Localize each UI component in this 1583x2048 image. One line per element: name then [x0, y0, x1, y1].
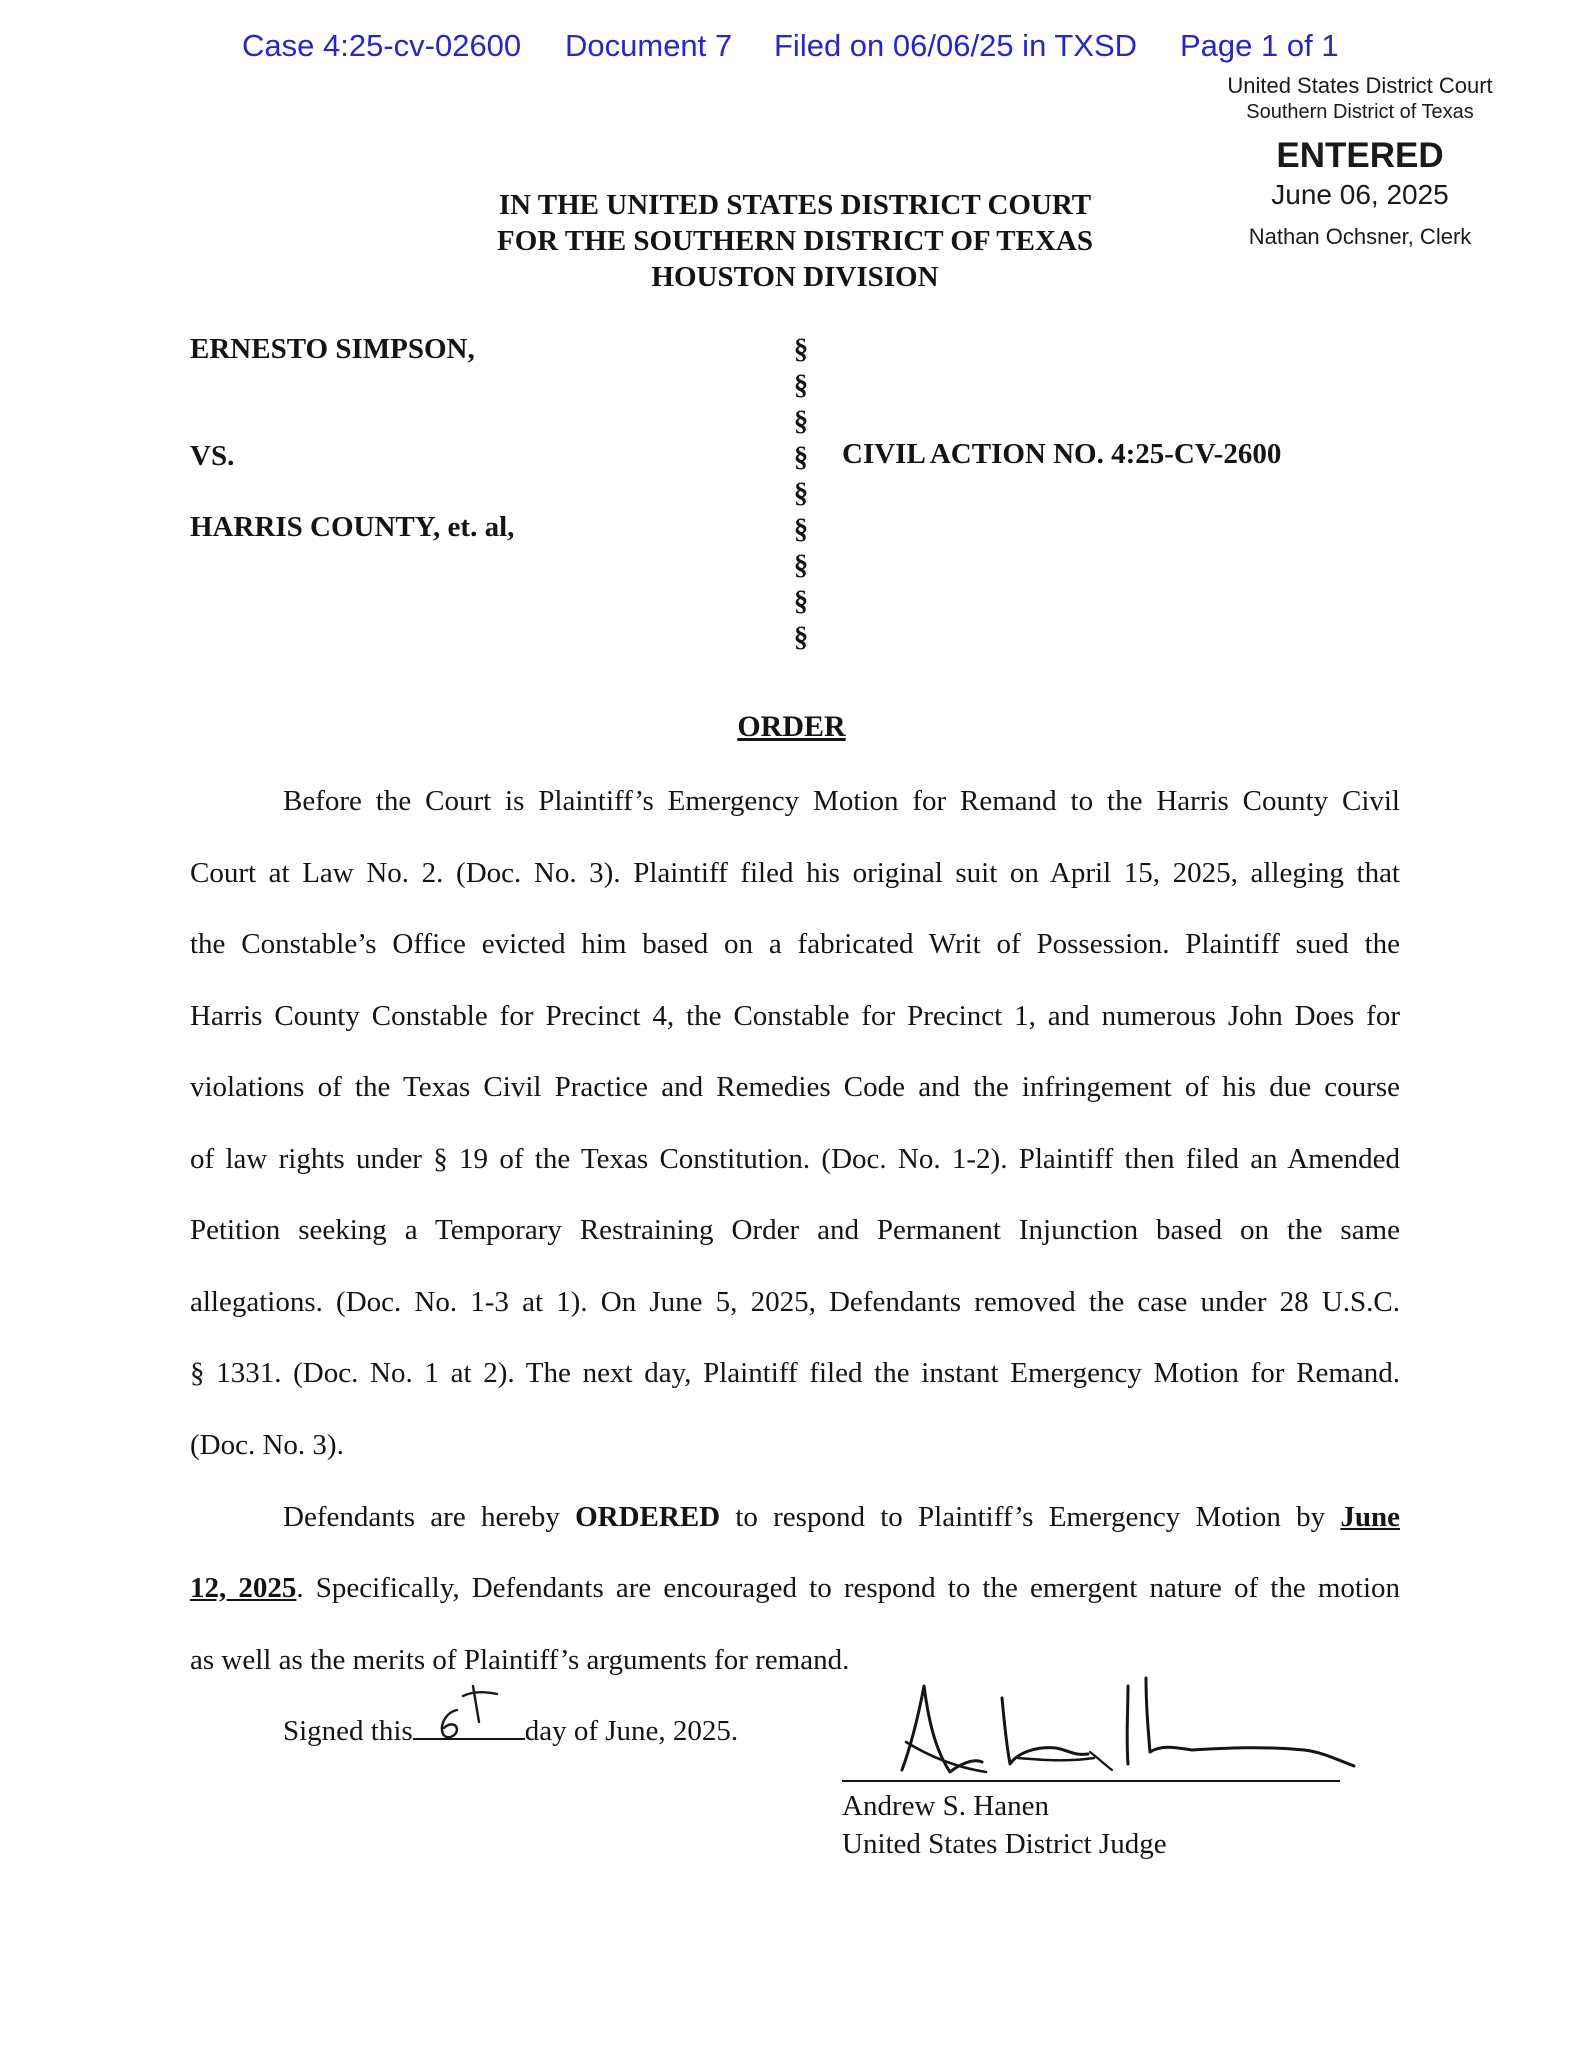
ecf-page-count: Page 1 of 1 [1180, 28, 1339, 63]
paragraph-line [190, 1572, 1400, 1612]
paragraph-line: violations of the Texas Civil Practice and Remedies Code and the infringement of his due course [190, 1071, 1400, 1103]
signed-suffix: day of June, 2025. [524, 1715, 739, 1747]
court-caption [400, 187, 1190, 295]
paragraph-text: Defendants are hereby [283, 1501, 576, 1533]
ordered-emphasis: ORDERED [575, 1501, 721, 1533]
versus-label: VS. [190, 440, 235, 472]
paragraph-line: as well as the merits of Plaintiff’s arguments for remand. [190, 1644, 850, 1676]
stamp-clerk: Nathan Ochsner, Clerk [1248, 224, 1472, 249]
deadline-date: 12, 2025 [190, 1572, 297, 1604]
stamp-status: ENTERED [1276, 136, 1444, 175]
judge-block [842, 1787, 1167, 1863]
signed-line [283, 1712, 738, 1748]
judge-name: Andrew S. Hanen [842, 1790, 1049, 1822]
signed-day-blank [413, 1712, 525, 1740]
judge-title: United States District Judge [842, 1828, 1167, 1860]
judge-signature [842, 1668, 1382, 1798]
signed-prefix: Signed this [283, 1715, 413, 1747]
handwritten-day-6th [413, 1688, 525, 1738]
section-mark: § [793, 585, 809, 617]
paragraph-line: Petition seeking a Temporary Restraining Order and Permanent Injunction based on the same [190, 1214, 1400, 1246]
section-mark: § [793, 369, 809, 401]
ecf-case-number: Case 4:25-cv-02600 [242, 28, 522, 63]
paragraph-line: Harris County Constable for Precinct 4, the Constable for Precinct 1, and numerous John Does for [190, 1000, 1400, 1032]
court-caption-line: HOUSTON DIVISION [651, 261, 939, 293]
ecf-document-number: Document 7 [565, 28, 733, 63]
paragraph-line: the Constable’s Office evicted him based on a fabricated Writ of Possession. Plaintiff sued the [190, 928, 1400, 960]
court-caption-line: IN THE UNITED STATES DISTRICT COURT [498, 189, 1092, 221]
section-mark: § [793, 477, 809, 509]
deadline-date: June [1340, 1501, 1401, 1533]
paragraph-line: § 1331. (Doc. No. 1 at 2). The next day, Plaintiff filed the instant Emergency Motion for Remand. [190, 1357, 1400, 1389]
ecf-filed-date: Filed on 06/06/25 in TXSD [774, 28, 1138, 63]
order-title: ORDER [737, 710, 846, 743]
civil-action-number: CIVIL ACTION NO. 4:25-CV-2600 [842, 438, 1282, 470]
section-mark: § [793, 549, 809, 581]
section-mark: § [793, 405, 809, 437]
paragraph-line: Before the Court is Plaintiff’s Emergency Motion for Remand to the Harris County Civil [283, 785, 1400, 817]
paragraph-line: allegations. (Doc. No. 1-3 at 1). On June 5, 2025, Defendants removed the case under 28 U.S.C. [190, 1286, 1400, 1318]
section-mark: § [793, 621, 809, 653]
paragraph-text: . Specifically, Defendants are encouraged to respond to the emergent nature of the motion [296, 1572, 1401, 1604]
entered-stamp [1200, 72, 1520, 250]
section-mark: § [793, 333, 809, 365]
paragraph-line: Court at Law No. 2. (Doc. No. 3). Plaintiff filed his original suit on April 15, 2025, alleging that [190, 857, 1400, 889]
section-mark: § [793, 441, 809, 473]
paragraph-line [283, 1501, 1400, 1541]
paragraph-line: of law rights under § 19 of the Texas Constitution. (Doc. No. 1-2). Plaintiff then filed an Amended [190, 1143, 1400, 1175]
section-mark: § [793, 513, 809, 545]
plaintiff-name: ERNESTO SIMPSON, [190, 333, 475, 365]
paragraph-text: to respond to Plaintiff’s Emergency Motion by [720, 1501, 1341, 1533]
stamp-district: Southern District of Texas [1246, 101, 1474, 123]
stamp-date: June 06, 2025 [1271, 179, 1449, 210]
section-marks-column [786, 331, 816, 655]
signature-line [842, 1780, 1340, 1782]
defendant-name: HARRIS COUNTY, et. al, [190, 511, 515, 543]
court-caption-line: FOR THE SOUTHERN DISTRICT OF TEXAS [496, 225, 1093, 257]
stamp-court: United States District Court [1227, 73, 1493, 98]
paragraph-line: (Doc. No. 3). [190, 1429, 344, 1461]
